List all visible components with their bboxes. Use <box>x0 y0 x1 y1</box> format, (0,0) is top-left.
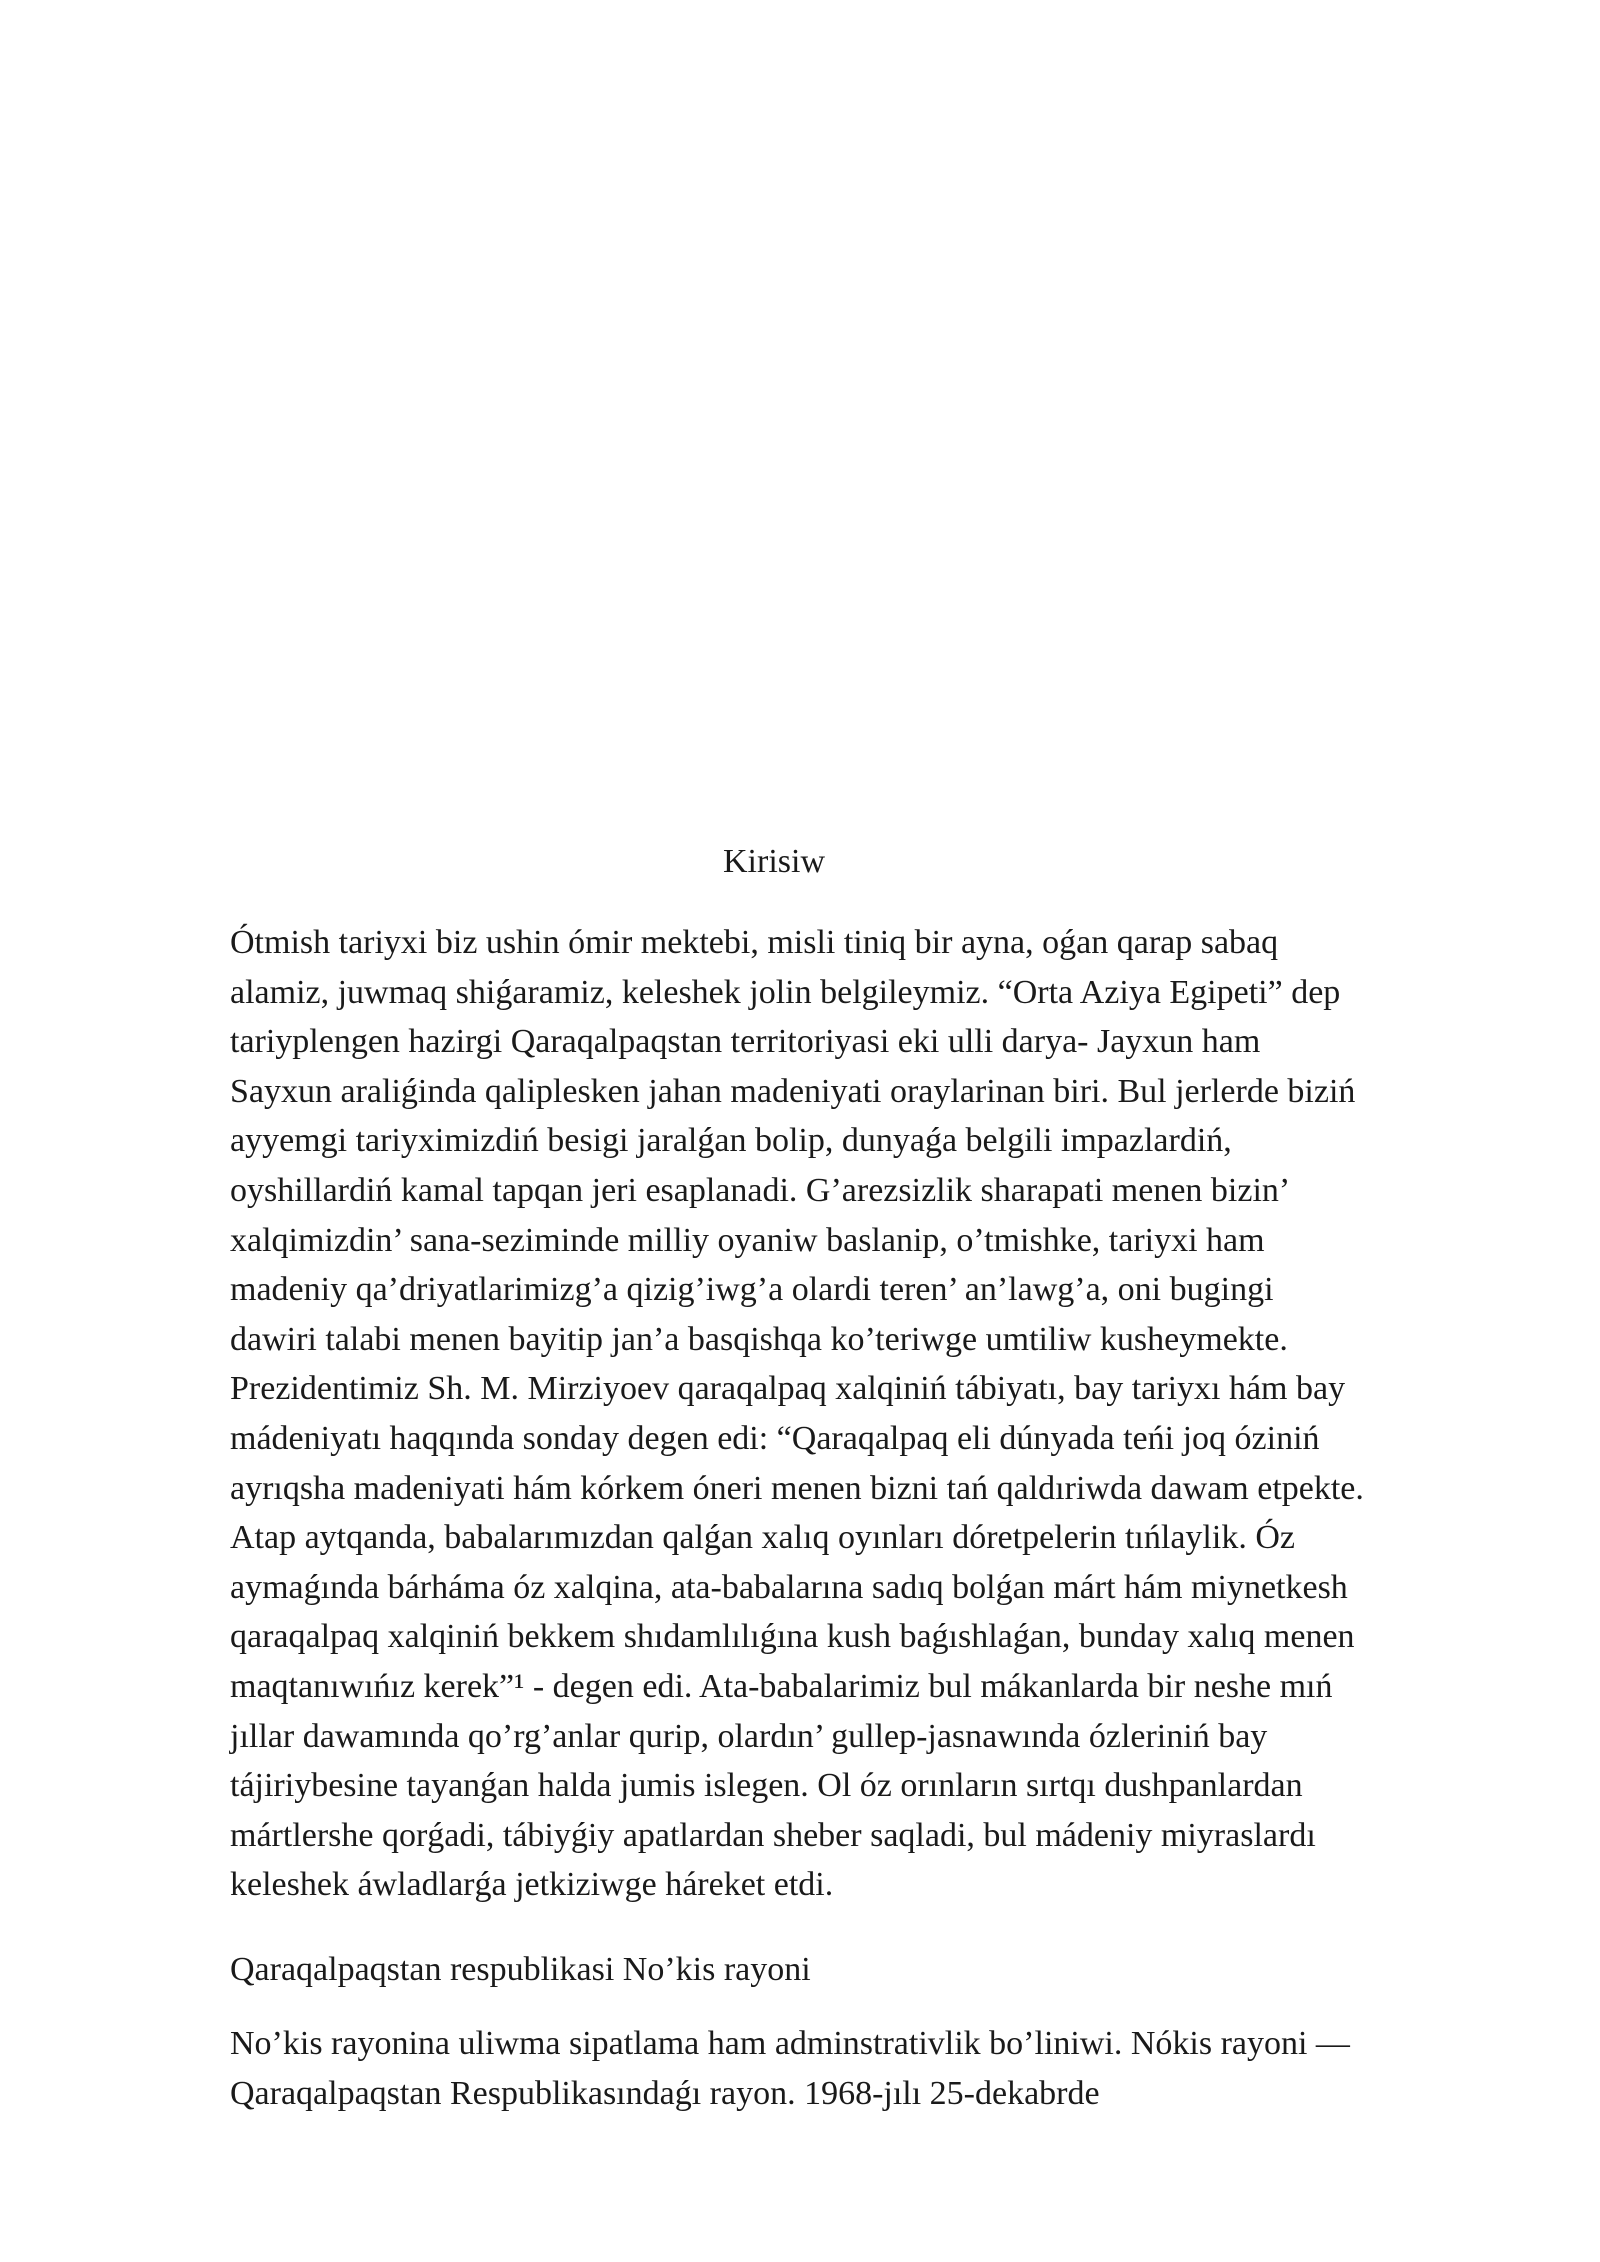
paragraph-line: aymaǵında bárháma óz xalqina, ata-babalarına sadıq bolǵan márt hám miynetkesh <box>230 1568 1348 1606</box>
paragraph-line: oyshillardiń kamal tapqan jeri esaplanadi. G’arezsizlik sharapati menen bizin’ <box>230 1171 1291 1209</box>
paragraph-line: Ótmish tariyxi biz ushin ómir mektebi, misli tiniq bir ayna, oǵan qarap sabaq <box>230 924 1279 961</box>
paragraph-line: mártlershe qorǵadi, tábiyǵiy apatlardan sheber saqladi, bul mádeniy miyraslardı <box>230 1816 1316 1854</box>
section-heading: Kirisiw <box>723 843 825 880</box>
paragraph-line: maqtanıwıńız kerek”¹ - degen edi. Ata-babalarimiz bul mákanlarda bir neshe mıń <box>230 1667 1333 1705</box>
paragraph-line: tájiriybesine tayanǵan halda jumis islegen. Ol óz orınların sırtqı dushpanlardan <box>230 1767 1303 1805</box>
paragraph-line: ayyemgi tariyximizdiń besigi jaralǵan bolip, dunyaǵa belgili impazlardiń, <box>230 1122 1232 1160</box>
subheading-paragraph <box>230 1945 1490 1995</box>
paragraph-line: dawiri talabi menen bayitip jan’a basqishqa ko’teriwge umtiliw kusheymekte. <box>230 1320 1288 1358</box>
paragraph-line: Qaraqalpaqstan respublikasi No’kis rayoni <box>230 1951 811 1988</box>
paragraph-line: Prezidentimiz Sh. M. Mirziyoev qaraqalpaq xalqiniń tábiyatı, bay tariyxı hám bay <box>230 1370 1346 1408</box>
paragraph-line: xalqimizdin’ sana-seziminde milliy oyaniw baslanip, o’tmishke, tariyxi ham <box>230 1221 1265 1259</box>
paragraph-line: ayrıqsha madeniyati hám kórkem óneri menen bizni tań qaldıriwda dawam etpekte. <box>230 1469 1364 1507</box>
paragraph-line: alamiz, juwmaq shiǵaramiz, keleshek jolin belgileymiz. “Orta Aziya Egipeti” dep <box>230 973 1341 1011</box>
paragraph-line: jıllar dawamında qo’rg’anlar qurip, olardın’ gullep-jasnawında ózleriniń bay <box>230 1717 1268 1755</box>
paragraph-line: tariyplengen hazirgi Qaraqalpaqstan territoriyasi eki ulli darya- Jayxun ham <box>230 1023 1261 1061</box>
paragraph-line: Sayxun araliǵinda qaliplesken jahan madeniyati oraylarinan biri. Bul jerlerde biziń <box>230 1072 1356 1110</box>
paragraph-line: qaraqalpaq xalqiniń bekkem shıdamlılıǵına kush baǵıshlaǵan, bunday xalıq menen <box>230 1618 1355 1656</box>
paragraph-line: keleshek áwladlarǵa jetkiziwge háreket etdi. <box>230 1866 834 1904</box>
district-paragraph <box>230 2019 1490 2118</box>
paragraph-line: Atap aytqanda, babalarımızdan qalǵan xalıq oyınları dóretpelerin tıńlaylik. Óz <box>230 1519 1295 1557</box>
paragraph-line: No’kis rayonina uliwma sipatlama ham adminstrativlik bo’liniwi. Nókis rayoni — <box>230 2025 1350 2062</box>
paragraph-line: madeniy qa’driyatlarimizg’a qizig’iwg’a olardi teren’ an’lawg’a, oni bugingi <box>230 1271 1274 1309</box>
paragraph-line: mádeniyatı haqqında sonday degen edi: “Qaraqalpaq eli dúnyada teńi joq óziniń <box>230 1419 1320 1457</box>
intro-paragraph <box>230 918 1490 1910</box>
paragraph-line: Qaraqalpaqstan Respublikasındaǵı rayon. 1968-jılı 25-dekabrde <box>230 2074 1100 2112</box>
